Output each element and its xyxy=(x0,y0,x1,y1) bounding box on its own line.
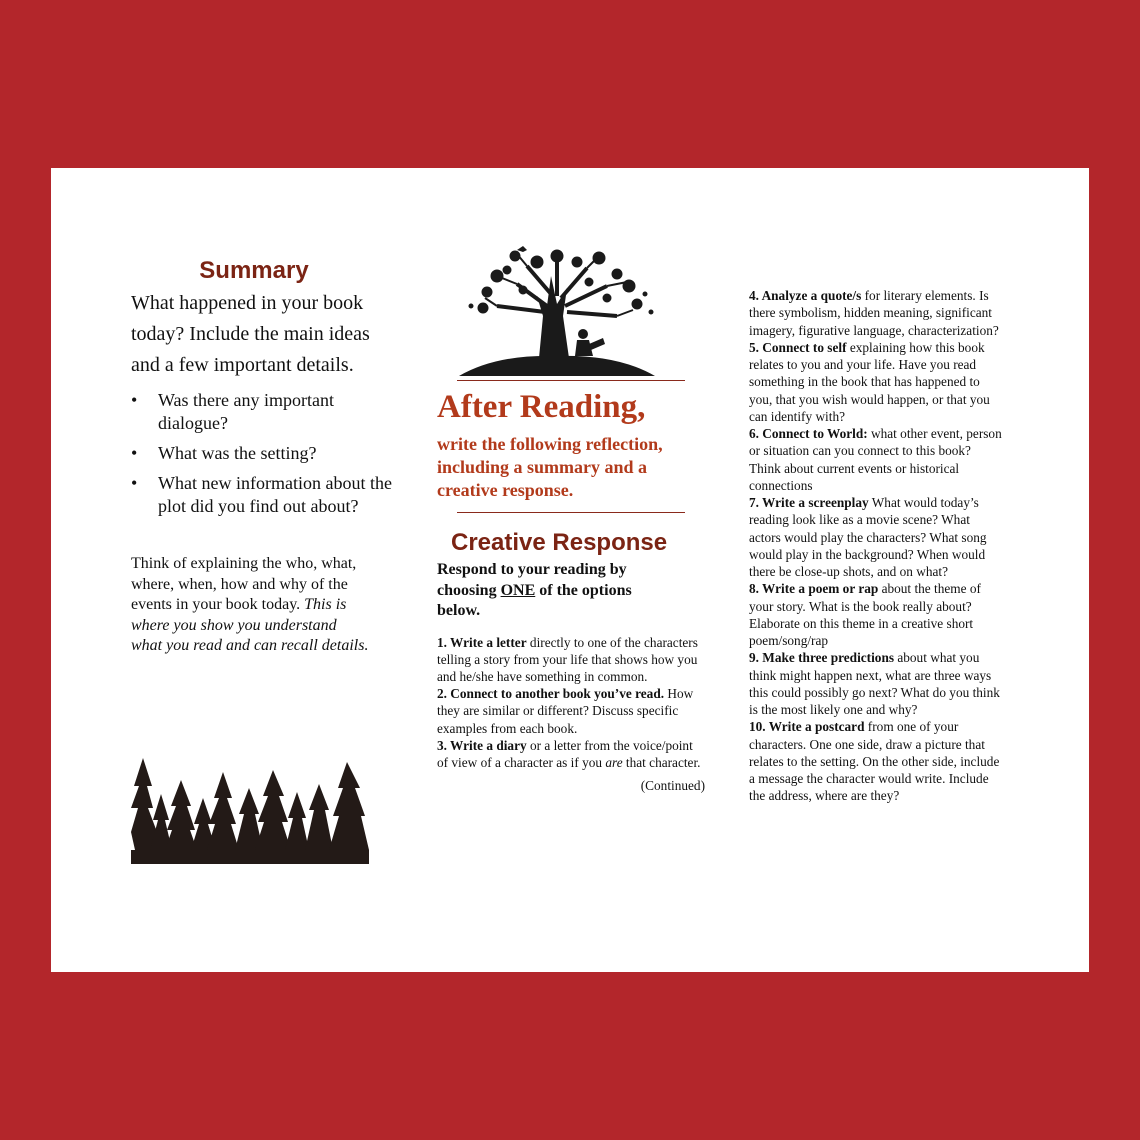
bullet-symbol: • xyxy=(131,390,138,410)
divider-line xyxy=(457,380,685,381)
creative-response-intro: Respond to your reading by choosing ONE of the options below. xyxy=(437,561,632,619)
continued-label: (Continued) xyxy=(640,778,705,794)
summary-intro: What happened in your book today? Include the main ideas and a few important details. xyxy=(131,292,370,376)
bullet-item: • What was the setting? xyxy=(131,443,317,463)
summary-column xyxy=(131,256,392,657)
after-reading-subtitle: write the following reflection, including a summary and a creative response. xyxy=(437,434,663,500)
summary-explanation: Think of explaining the who, what, where, when, how and why of the events in your book today. This is where you show you understand what you read and can recall details. xyxy=(131,555,369,654)
bullet-symbol: • xyxy=(131,473,138,493)
option-item: 5. Connect to self explaining how this book relates to you and your life. Have you read something in the book that has happened to you, that you wish would happen, or that you can identify with? xyxy=(749,339,990,424)
option-item: 2. Connect to another book you’ve read. How they are similar or different? Discuss specific examples from each book. xyxy=(437,686,694,736)
option-item: 10. Write a postcard from one of your characters. One one side, draw a picture that relates to the setting. On the other side, include a message the character would write. Include the address, where are they? xyxy=(749,719,1000,804)
bullet-symbol: • xyxy=(131,443,138,463)
summary-bullets xyxy=(131,389,392,518)
tree-reading-icon xyxy=(457,246,657,380)
option-item: 4. Analyze a quote/s for literary elements. Is there symbolism, hidden meaning, significant imagery, figurative language, characterization? xyxy=(749,288,999,338)
options-continued-column xyxy=(749,287,1004,805)
option-item: 9. Make three predictions about what you think might happen next, what are three ways this could possibly go next? What do you think is the most likely one and why? xyxy=(749,650,1000,717)
option-item: 1. Write a letter directly to one of the characters telling a story from your life that shows how you and he/she have something in common. xyxy=(437,634,698,684)
summary-title: Summary xyxy=(199,257,309,284)
after-reading-title: After Reading, xyxy=(437,389,646,425)
option-item: 6. Connect to World: what other event, person or situation can you connect to this book? Think about current events or historical connections xyxy=(749,426,1002,493)
option-item: 7. Write a screenplay What would today’s reading look like as a movie scene? What actors would play the characters? What song would play in the background? When would there be close-up shots, and on what? xyxy=(749,495,987,579)
option-item: 3. Write a diary or a letter from the voice/point of view of a character as if you are that character. xyxy=(437,737,701,770)
bullet-item: • Was there any important dialogue? xyxy=(131,390,334,433)
brochure-page xyxy=(51,168,1089,972)
creative-response-title: Creative Response xyxy=(451,529,668,556)
bullet-item: • What new information about the plot did you find out about? xyxy=(131,473,392,516)
option-item: 8. Write a poem or rap about the theme of your story. What is the book really about? Elaborate on this theme in a creative short poem/song/rap xyxy=(749,581,981,648)
pine-forest-icon xyxy=(131,758,369,864)
divider-line xyxy=(457,512,685,513)
after-reading-column xyxy=(437,246,707,794)
